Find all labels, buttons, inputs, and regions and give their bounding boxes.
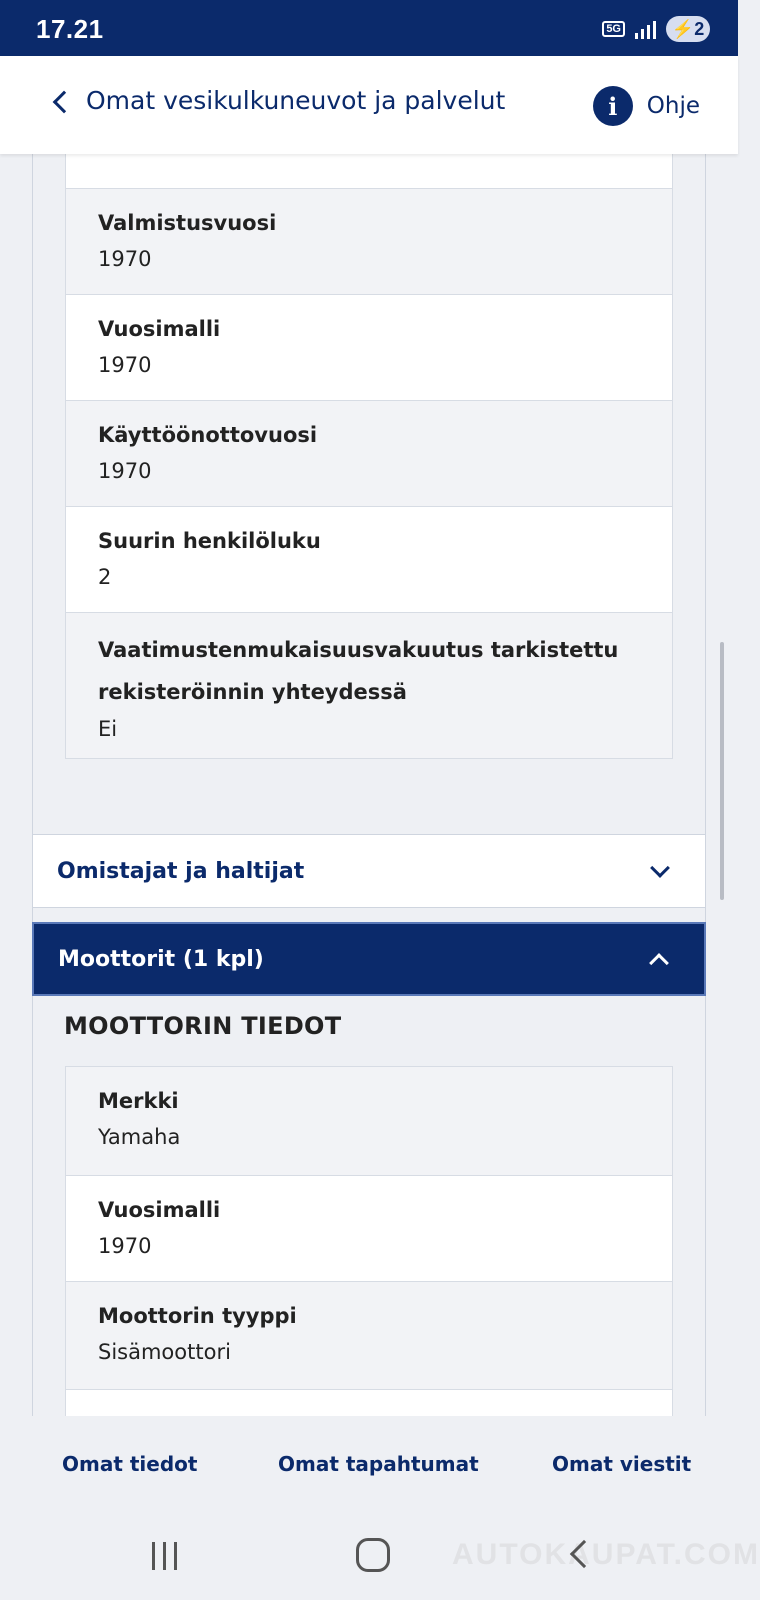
status-bar (0, 0, 738, 56)
list-item (66, 506, 672, 612)
watermark: AUTOKAUPAT.COM (452, 1538, 760, 1571)
network-5g-icon: 5G (602, 21, 625, 37)
row-value: Yamaha (98, 1125, 181, 1149)
row-label: Vuosimalli (98, 317, 221, 341)
back-link[interactable] (56, 86, 505, 115)
owners-accordion[interactable] (32, 834, 706, 908)
nav-own-events[interactable]: Omat tapahtumat (278, 1452, 479, 1476)
bottom-nav (0, 1416, 738, 1514)
vessel-details-list (65, 117, 673, 759)
row-label: Moottorin tyyppi (98, 1304, 297, 1328)
system-nav-bar (0, 1514, 760, 1600)
list-item (66, 1067, 672, 1175)
battery-level: 2 (694, 18, 705, 39)
engines-accordion[interactable] (32, 922, 706, 996)
content-area[interactable] (0, 154, 738, 1416)
row-value: 1970 (98, 459, 152, 483)
list-item (66, 612, 672, 758)
row-value: 1970 (98, 1234, 152, 1258)
list-item (66, 400, 672, 506)
chevron-left-icon (53, 90, 76, 113)
row-value: 2 (98, 565, 112, 589)
nav-own-messages[interactable]: Omat viestit (552, 1452, 692, 1476)
chevron-up-icon (649, 953, 669, 973)
row-label: Vaatimustenmukaisuusvakuutus tarkistettu rekisteröinnin yhteydessä (98, 638, 619, 704)
recent-apps-icon[interactable] (152, 1542, 177, 1570)
row-value: Sisämoottori (98, 1340, 231, 1364)
row-value: Ei (98, 717, 118, 741)
row-label: Vuosimalli (98, 1198, 221, 1222)
help-label: Ohje (646, 93, 700, 119)
battery-icon: ⚡ 2 (666, 16, 710, 42)
list-item (66, 1175, 672, 1281)
list-item (66, 188, 672, 294)
row-value: 1970 (98, 247, 152, 271)
accordion-title: Omistajat ja haltijat (57, 858, 305, 884)
list-item (66, 294, 672, 400)
help-button[interactable] (593, 86, 700, 126)
nav-own-info[interactable]: Omat tiedot (62, 1452, 198, 1476)
row-label: Käyttöönottovuosi (98, 423, 318, 447)
row-label: Merkki (98, 1089, 179, 1113)
info-icon: i (593, 86, 633, 126)
app-header (0, 56, 738, 154)
home-icon[interactable] (356, 1538, 390, 1572)
status-icons (602, 16, 710, 42)
list-item (66, 1281, 672, 1389)
status-time: 17.21 (36, 14, 104, 44)
signal-icon (635, 19, 656, 39)
row-label: Valmistusvuosi (98, 211, 277, 235)
engine-section-title: MOOTTORIN TIEDOT (64, 1012, 342, 1040)
accordion-title: Moottorit (1 kpl) (58, 946, 264, 972)
row-value: 1970 (98, 353, 152, 377)
scrollbar[interactable] (720, 642, 724, 900)
chevron-down-icon (650, 858, 670, 878)
engine-details-list (65, 1066, 673, 1450)
back-link-label: Omat vesikulkuneuvot ja palvelut (86, 86, 506, 115)
row-label: Suurin henkilöluku (98, 529, 321, 553)
